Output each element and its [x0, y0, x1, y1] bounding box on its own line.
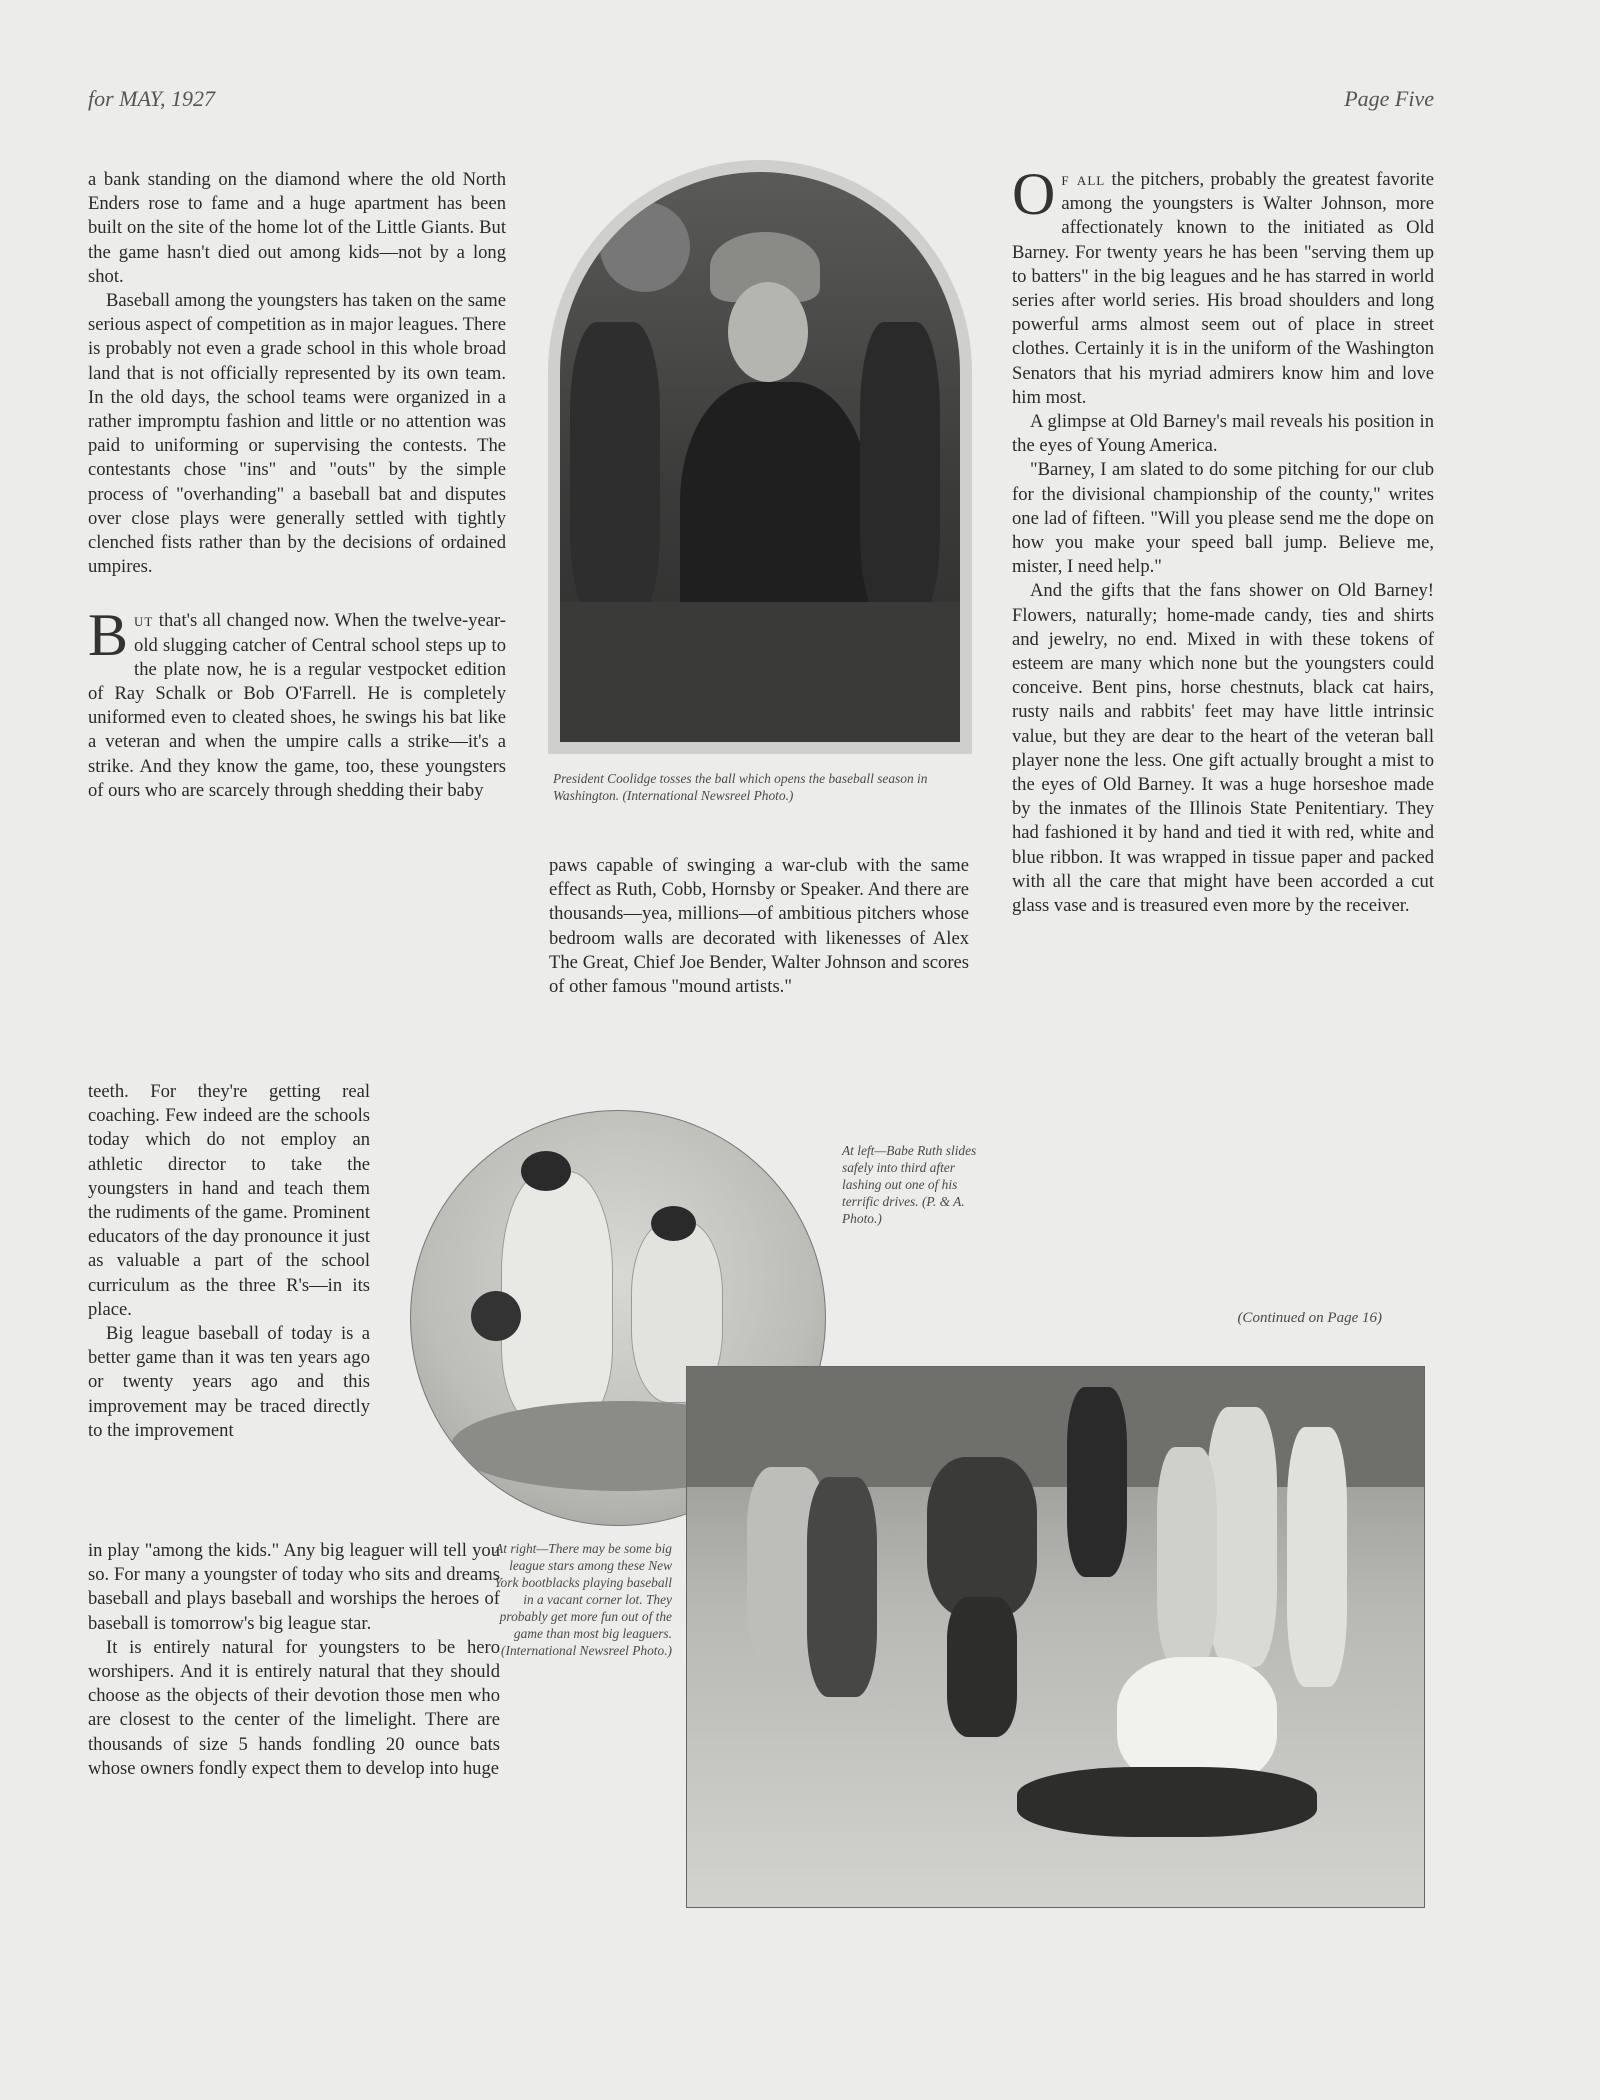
page-number: Page Five — [1344, 86, 1434, 111]
column-3 — [1012, 161, 1434, 918]
paragraph: Baseball among the youngsters has taken on the same serious aspect of competition as in major leagues. There is probably not even a grade school in this whole broad land that is not officially represented by its own team. In the old days, the school teams were organized in a rather impromptu fashion and little or no attention was paid to uniforming or supervising the contests. The contestants chose "ins" and "outs" by the simple process of "overhanding" a baseball bat and disputes over close plays were generally settled with tightly clenched fists rather than by the decisions of ordained umpires. — [88, 290, 506, 578]
column-2 — [549, 854, 969, 999]
coolidge-photo — [548, 160, 972, 754]
paragraph: "Barney, I am slated to do some pitching for our club for the divisional championship of the county," writes one lad of fifteen. "Will you please send me the dope on how you make your speed ball jump. Believe me, mister, I need help." — [1012, 459, 1434, 578]
paragraph: It is entirely natural for youngsters to be hero worshipers. And it is entirely natural that they should choose as the objects of their devotion those men who are closest to the center of the limelight. There are thousands of size 5 hands fondling 20 ounce bats whose owners fondly expect them to develop into huge — [88, 1636, 500, 1779]
dropcap-letter: B — [88, 602, 129, 669]
babe-ruth-caption: At left—Babe Ruth slides safely into third after lashing out one of his terrific drives. (P. & A. Photo.) — [842, 1143, 977, 1226]
paragraph-dropcap — [88, 602, 506, 803]
column-1-bottom — [88, 1539, 500, 1781]
paragraph-dropcap — [1012, 161, 1434, 410]
issue-date: for MAY, 1927 — [88, 86, 215, 111]
paragraph: in play "among the kids." Any big leaguer will tell you so. For many a youngster of today who sits and dreams baseball and plays baseball and worships the heroes of baseball is tomorrow's big league star. — [88, 1540, 500, 1634]
paragraph-text: that's all changed now. When the twelve-year-old slugging catcher of Central school steps up to the plate now, he is a regular vestpocket edition of Ray Schalk or Bob O'Farrell. He is completely uniformed even to cleated shoes, he swings his bat like a veteran and when the umpire calls a strike—it's a strike. And they know the game, too, these youngsters of ours who are scarcely through shedding their baby — [88, 610, 506, 801]
paragraph: Big league baseball of today is a better game than it was ten years ago or twenty years ago and this improvement may be traced directly to the improvement — [88, 1323, 370, 1441]
bootblacks-caption: At right—There may be some big league stars among these New York bootblacks playing baseball in a vacant corner lot. They probably get more fun out of the game than most big leaguers. (International Newsreel Photo.) — [494, 1541, 672, 1658]
column-1-top — [88, 168, 506, 803]
smallcaps-lead: f all — [1061, 169, 1106, 190]
coolidge-caption: President Coolidge tosses the ball which opens the baseball season in Washington. (International Newsreel Photo.) — [553, 771, 928, 803]
smallcaps-lead: ut — [134, 610, 154, 632]
paragraph: And the gifts that the fans shower on Old Barney! Flowers, naturally; home-made candy, ties and shirts and jewelry, no end. Mixed in with these tokens of esteem are many which none but the youngsters could conceive. Bent pins, horse chestnuts, black cat hairs, rusty nails and rabbits' feet may have little intrinsic value, but they are dear to the heart of the veteran ball player none the less. One gift actually brought a mist to the eyes of Old Barney. It was a huge horseshoe made by the inmates of the Illinois State Penitentiary. They had fashioned it by hand and tied it with red, white and blue ribbon. It was wrapped in tissue paper and packed with all the care that might have been accorded a cut glass vase and is treasured even more by the receiver. — [1012, 580, 1434, 917]
paragraph: paws capable of swinging a war-club with the same effect as Ruth, Cobb, Hornsby or Speaker. And there are thousands—yea, millions—of ambitious pitchers whose bedroom walls are decorated with likenesses of Alex The Great, Chief Joe Bender, Walter Johnson and scores of other famous "mound artists." — [549, 855, 969, 998]
dropcap-letter: O — [1012, 161, 1056, 227]
bootblacks-photo — [686, 1366, 1425, 1908]
paragraph: teeth. For they're getting real coaching. Few indeed are the schools today which do not employ an athletic director to take the youngsters in hand and teach them the rudiments of the game. Prominent educators of the day pronounce it just as valuable a part of the school curriculum as the three R's—in its place. — [88, 1081, 370, 1320]
paragraph-text: the pitchers, probably the greatest favorite among the youngsters is Walter Johnson, more affectionately known to the initiated as Old Barney. For twenty years he has been "serving them up to batters" in the big leagues and he has starred in world series after world series. His broad shoulders and long powerful arms almost seem out of place in street clothes. Certainly it is in the uniform of the Washington Senators that his myriad admirers know him and love him most. — [1012, 169, 1434, 408]
paragraph: a bank standing on the diamond where the old North Enders rose to fame and a huge apartment has been built on the site of the home lot of the Little Giants. But the game hasn't died out among kids—not by a long shot. — [88, 169, 506, 287]
paragraph: A glimpse at Old Barney's mail reveals his position in the eyes of Young America. — [1012, 411, 1434, 457]
column-1-narrow — [88, 1080, 370, 1443]
continued-note: (Continued on Page 16) — [1237, 1310, 1382, 1326]
